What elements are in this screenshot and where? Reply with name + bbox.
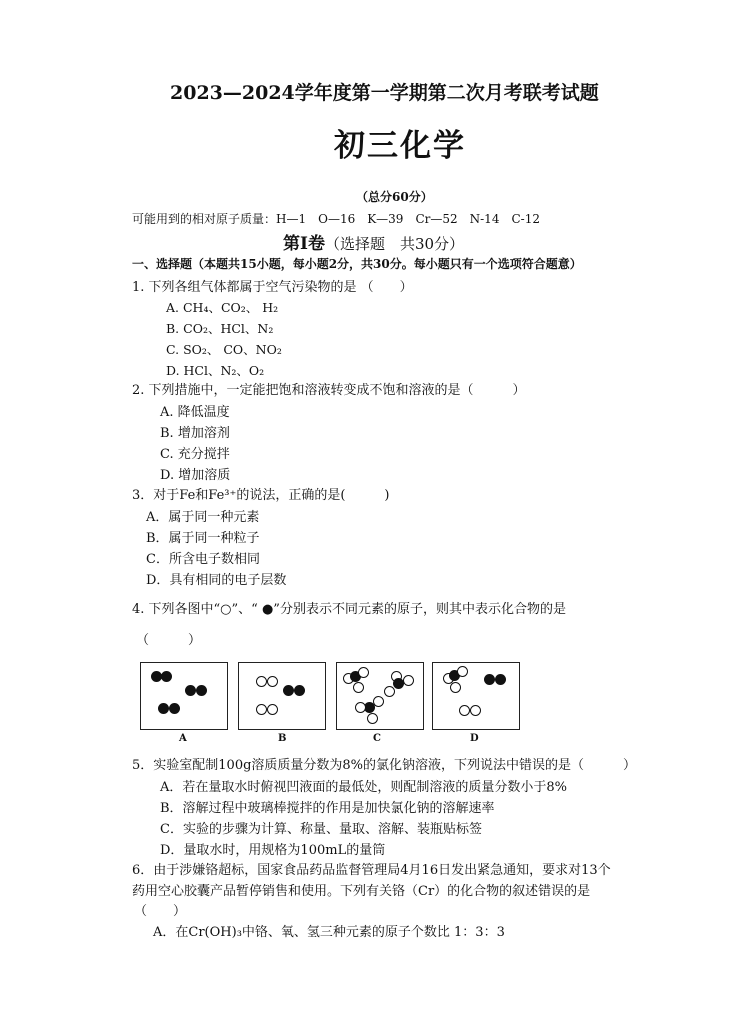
q3-option-a: A．属于同一种元素 [146,510,260,525]
q4-paren: （ ） [136,633,202,648]
q3-option-b: B．属于同一种粒子 [146,531,260,546]
q3-stem: 3．对于Fe和Fe³⁺的说法，正确的是( ) [132,488,390,503]
q1-option-d: D. HCl、N₂、O₂ [166,363,265,378]
part1-title [283,229,464,254]
q3-option-c: C．所含电子数相同 [146,552,260,567]
exam-title: 2023—2024学年度第一学期第二次月考联考试题 [170,82,599,104]
q4-diagram-a [140,662,228,730]
q4-label-c: C [373,733,381,744]
q1-option-c: C. SO₂、 CO、NO₂ [166,342,282,357]
white-atom [450,682,461,693]
q2-option-a: A. 降低温度 [160,405,230,420]
white-atom [358,667,369,678]
black-atom [294,685,305,696]
white-atom [353,682,364,693]
q3-option-d: D．具有相同的电子层数 [146,573,287,588]
white-atom [256,704,267,715]
q6-paren: （ ） [134,904,187,919]
total-score: （总分60分） [356,190,433,204]
part1-title-bold: 第Ⅰ卷 [283,234,325,254]
white-atom [367,713,378,724]
q1-option-a: A. CH₄、CO₂、 H₂ [166,300,279,315]
subject-title: 初三化学 [334,128,466,164]
q6-stem-line1: 6．由于涉嫌铬超标，国家食品药品监督管理局4月16日发出紧急通知，要求对13个 [132,863,611,878]
black-atom [161,671,172,682]
q4-diagram-d [432,662,520,730]
section1-heading: 一、选择题（本题共15小题，每小题2分，共30分。每小题只有一个选项符合题意） [132,257,582,271]
q4-stem: 4. 下列各图中“○”、“ ●”分别表示不同元素的原子，则其中表示化合物的是 [132,602,566,617]
black-atom [196,685,207,696]
black-atom [495,674,506,685]
q4-label-d: D [470,733,479,744]
white-atom [267,676,278,687]
white-atom [384,686,395,697]
black-atom [185,685,196,696]
q5-option-c: C．实验的步骤为计算、称量、量取、溶解、装瓶贴标签 [160,822,482,837]
q4-label-a: A [179,733,187,744]
white-atom [256,676,267,687]
q5-option-b: B．溶解过程中玻璃棒搅拌的作用是加快氯化钠的溶解速率 [160,801,495,816]
q4-label-b: B [278,733,287,744]
black-atom [158,703,169,714]
white-atom [470,705,481,716]
black-atom [169,703,180,714]
q5-option-a: A．若在量取水时俯视凹液面的最低处，则配制溶液的质量分数小于8% [160,780,568,795]
q6-stem-line2: 药用空心胶囊产品暂停销售和使用。下列有关铬（Cr）的化合物的叙述错误的是 [132,884,591,899]
q2-option-d: D. 增加溶质 [160,468,231,483]
white-atom [355,702,366,713]
q1-stem: 1. 下列各组气体都属于空气污染物的是 （ ） [132,280,413,295]
white-atom [457,666,468,677]
q2-stem: 2. 下列措施中，一定能把饱和溶液转变成不饱和溶液的是（ ） [132,383,526,398]
q6-option-a: A．在Cr(OH)₃中铬、氧、氢三种元素的原子个数比 1：3：3 [153,925,505,940]
black-atom [283,685,294,696]
q4-diagram-c [336,662,424,730]
white-atom [267,704,278,715]
black-atom [484,674,495,685]
part1-title-rest: （选择题 共30分） [324,235,465,253]
q4-diagram-b [238,662,326,730]
q2-option-b: B. 增加溶剂 [160,426,230,441]
white-atom [403,675,414,686]
q5-stem: 5．实验室配制100g溶质质量分数为8%的氯化钠溶液，下列说法中错误的是（ ） [132,758,637,773]
atomic-masses: 可能用到的相对原子质量：H—1 O—16 K—39 Cr—52 N-14 C-12 [132,212,540,226]
q5-option-d: D．量取水时，用规格为100mL的量筒 [160,843,386,858]
q2-option-c: C. 充分搅拌 [160,447,230,462]
q1-option-b: B. CO₂、HCl、N₂ [166,321,274,336]
white-atom [459,705,470,716]
